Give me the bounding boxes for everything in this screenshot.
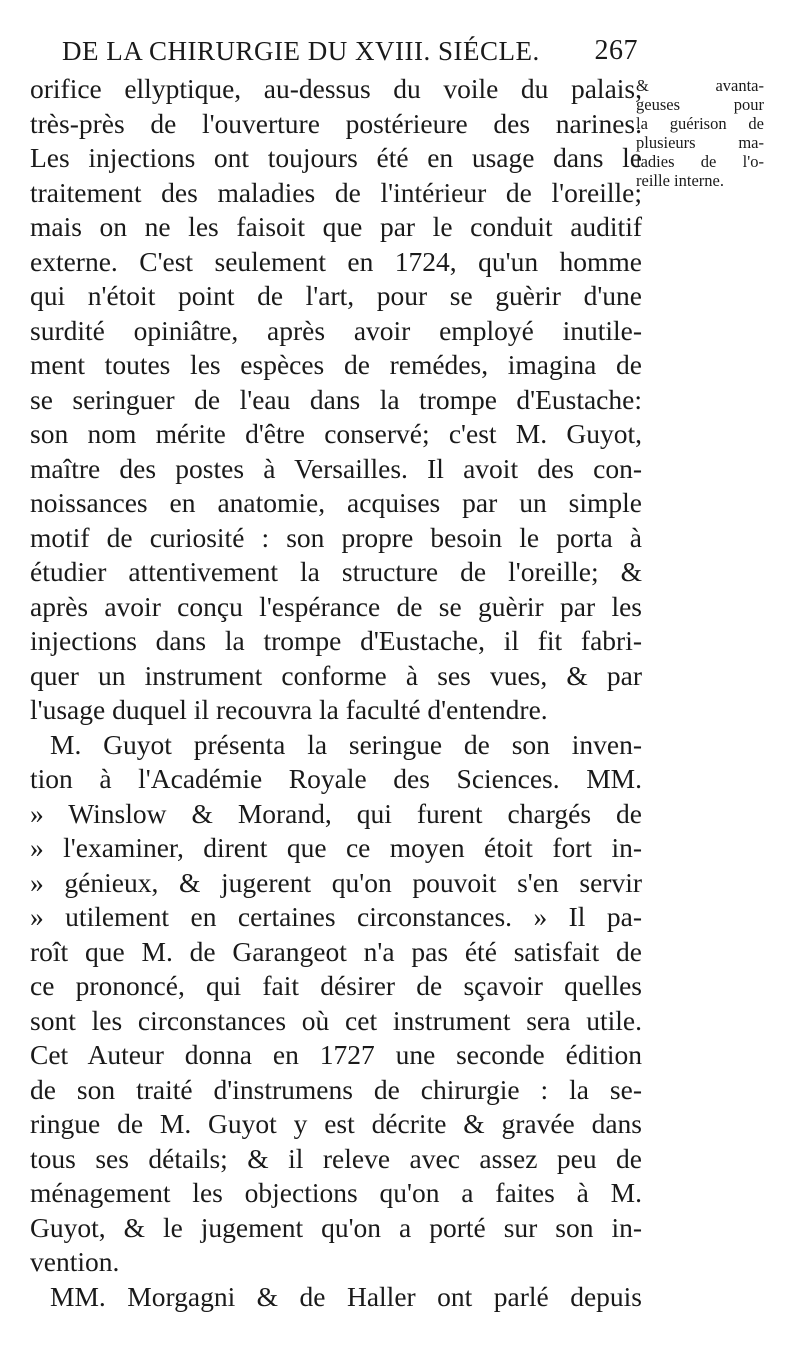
text-line: ment toutes les espèces de remédes, imagina de <box>30 349 642 380</box>
marginal-note <box>636 76 764 190</box>
text-line: maître des postes à Versailles. Il avoit des con- <box>30 452 642 484</box>
text-line: étudier attentivement la structure de l'oreille; & <box>30 556 642 587</box>
text-line: ringue de M. Guyot y est décrite & gravée dans <box>30 1108 642 1139</box>
text-line: Les injections ont toujours été en usage dans le <box>30 142 642 173</box>
text-line: orifice ellyptique, au-dessus du voile du palais, <box>30 73 642 104</box>
text-line: mais on ne les faisoit que par le conduit auditif <box>30 211 642 242</box>
text-line: tous ses détails; & il releve avec assez peu de <box>30 1142 642 1174</box>
text-line: motif de curiosité : son propre besoin le porta à <box>30 521 642 553</box>
text-line: ménagement les objections qu'on a faites à M. <box>30 1177 642 1208</box>
marginal-note-line: ladies de l'o- <box>636 152 764 171</box>
text-line: MM. Morgagni & de Haller ont parlé depuis <box>50 1280 642 1312</box>
marginal-note-line: & avanta- <box>636 76 764 95</box>
text-line: » utilement en certaines circonstances. » Il pa- <box>30 901 642 932</box>
text-line: Guyot, & le jugement qu'on a porté sur son in- <box>30 1211 642 1243</box>
text-line: l'usage duquel il recouvra la faculté d'entendre. <box>30 694 548 725</box>
marginal-note-line: geuses pour <box>636 95 764 114</box>
text-line: surdité opiniâtre, après avoir employé inutile- <box>30 314 642 346</box>
marginal-note-line: reille interne. <box>636 171 724 190</box>
text-line: ce prononcé, qui fait désirer de sçavoir quelles <box>30 970 642 1001</box>
text-line: se seringuer de l'eau dans la trompe d'Eustache: <box>30 383 642 415</box>
marginal-note-line: la guérison de <box>636 114 764 133</box>
text-line: de son traité d'instrumens de chirurgie : la se- <box>30 1073 642 1105</box>
body-text <box>30 72 642 1314</box>
text-line: roît que M. de Garangeot n'a pas été satisfait de <box>30 935 642 967</box>
text-line: » génieux, & jugerent qu'on pouvoit s'en servir <box>30 866 642 898</box>
text-line: M. Guyot présenta la seringue de son inven- <box>50 728 642 760</box>
text-line: sont les circonstances où cet instrument sera utile. <box>30 1004 642 1036</box>
text-line: qui n'étoit point de l'art, pour se guèrir d'une <box>30 280 642 311</box>
text-line: quer un instrument conforme à ses vues, & par <box>30 659 642 691</box>
text-line: son nom mérite d'être conservé; c'est M. Guyot, <box>30 418 642 449</box>
text-line: traitement des maladies de l'intérieur de l'oreille; <box>30 176 642 208</box>
text-line: après avoir conçu l'espérance de se guèrir par les <box>30 590 642 622</box>
text-line: injections dans la trompe d'Eustache, il fit fabri- <box>30 625 642 656</box>
text-line: vention. <box>30 1246 120 1277</box>
text-line: » l'examiner, dirent que ce moyen étoit fort in- <box>30 832 642 863</box>
running-head-title: DE LA CHIRURGIE DU XVIII. SIÉCLE. <box>62 36 540 66</box>
text-line: Cet Auteur donna en 1727 une seconde édition <box>30 1039 642 1070</box>
text-line: tion à l'Académie Royale des Sciences. MM. <box>30 763 642 794</box>
running-head <box>62 33 652 69</box>
text-line: externe. C'est seulement en 1724, qu'un homme <box>30 245 642 277</box>
text-line: très-près de l'ouverture postérieure des narines. <box>30 107 642 139</box>
text-line: noissances en anatomie, acquises par un simple <box>30 487 642 518</box>
text-line: » Winslow & Morand, qui furent chargés de <box>30 797 642 829</box>
page-number: 267 <box>594 35 638 66</box>
marginal-note-line: plusieurs ma- <box>636 133 764 152</box>
